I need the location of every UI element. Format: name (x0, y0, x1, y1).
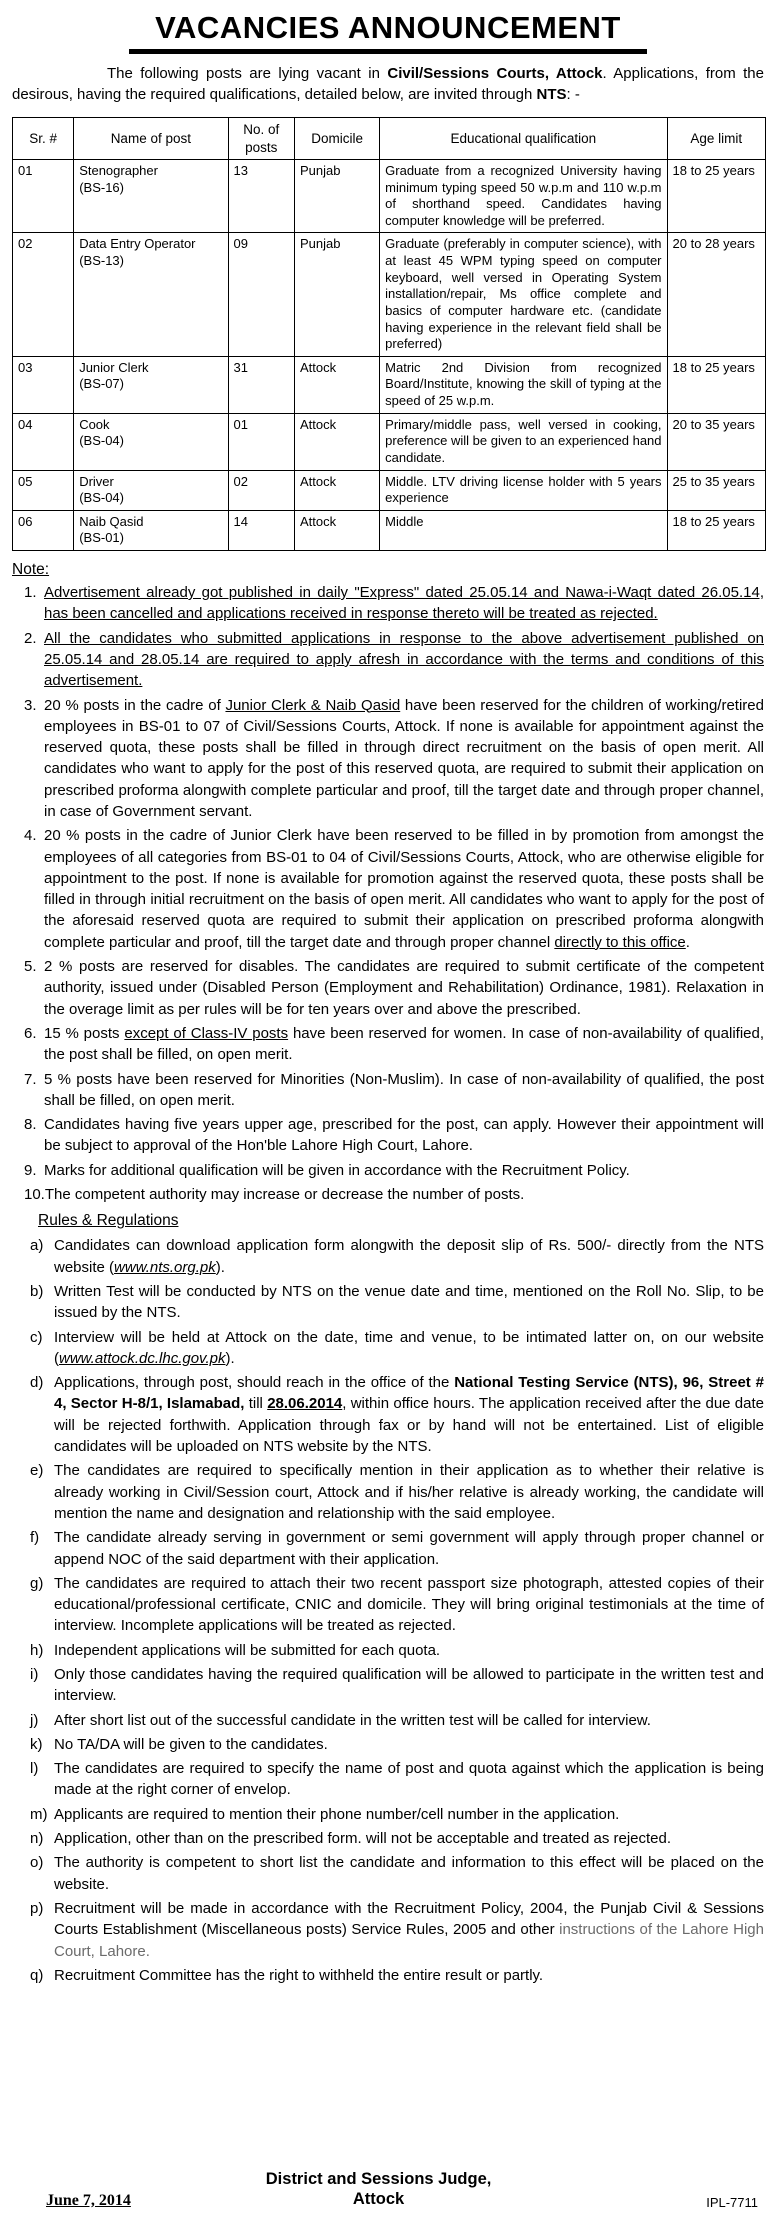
cell-qualification: Graduate (preferably in computer science), with at least 45 WPM typing speed on computer keyboard, well versed in Operating System installation/repair, Ms office complete and basics of computer hardware etc. (candidate having experience in the relevant field shall be preferred) (380, 233, 667, 356)
rule-text-pre: The candidates are required to specify the name of post and quota against which the application is being made at the right corner of envelop. (54, 1760, 764, 1799)
signature-title: District and Sessions Judge, (265, 2169, 492, 2188)
ad-ref-code: IPL-7711 (706, 2195, 758, 2210)
rule-item-q (10, 1965, 766, 1986)
rule-label: q) (30, 1966, 44, 1984)
note-text (44, 628, 766, 692)
note-item-3 (10, 695, 766, 823)
header-post: Name of post (74, 118, 228, 160)
note-text (44, 1114, 766, 1157)
cell-age: 18 to 25 years (667, 356, 765, 413)
note-text (44, 825, 766, 953)
table-row-junior-clerk (13, 356, 766, 413)
rule-label: m) (30, 1805, 48, 1823)
rule-text-pre: No TA/DA will be given to the candidates. (54, 1735, 328, 1753)
note-number: 4. (24, 827, 37, 845)
rule-label: i) (30, 1665, 39, 1683)
table-header-row (13, 118, 766, 160)
rule-label: l) (30, 1760, 39, 1778)
rule-item-m (10, 1804, 766, 1825)
rule-label: o) (30, 1854, 44, 1872)
post-name: Naib Qasid (79, 513, 144, 529)
cell-count: 13 (228, 159, 295, 233)
rule-label: g) (30, 1574, 44, 1592)
cell-post (74, 159, 228, 233)
rule-item-e (10, 1460, 766, 1524)
rule-label: a) (30, 1237, 44, 1255)
rule-text (54, 1573, 766, 1637)
intro-bold-nts: NTS (536, 85, 567, 103)
cell-domicile: Punjab (295, 159, 380, 233)
post-grade: (BS-01) (79, 530, 124, 546)
rule-text (54, 1460, 766, 1524)
rule-item-o (10, 1852, 766, 1895)
rule-text-post: ). (215, 1258, 225, 1276)
note-item-7 (10, 1069, 766, 1112)
table-row-stenographer (13, 159, 766, 233)
rule-label: j) (30, 1711, 39, 1729)
rule-item-g (10, 1573, 766, 1637)
rule-text (54, 1734, 766, 1755)
rule-text (54, 1965, 766, 1986)
rule-text-pre: The candidate already serving in government or semi government will apply through proper channel or append NOC of the said department with their application. (54, 1529, 764, 1568)
post-name: Driver (79, 473, 114, 489)
rule-text (54, 1710, 766, 1731)
note-text-post: . (685, 933, 690, 951)
rule-item-k (10, 1734, 766, 1755)
cell-qualification: Matric 2nd Division from recognized Board/Institute, knowing the skill of typing at the speed of 25 w.p.m. (380, 356, 667, 413)
rule-text-post: , within office hours. The application received after the due date will be rejected forthwith. Application through fax or by hand will not be entertained. List of eligible candidates will be uploaded on NTS website by the NTS. (54, 1395, 765, 1456)
header-qualification: Educational qualification (380, 118, 667, 160)
cell-domicile: Attock (295, 470, 380, 510)
rule-text (54, 1828, 766, 1849)
note-number: 6. (24, 1024, 37, 1042)
rule-text-pre: The candidates are required to specifically mention in their application as to whether their relative is already working in Civil/Session court, Attock and if his/her relative is already working, the candidate will mention the name and designation and relationship with the said employee. (54, 1462, 764, 1522)
post-name: Stenographer (79, 162, 158, 178)
deadline-date: 28.06.2014 (267, 1395, 343, 1413)
note-item-5 (10, 956, 766, 1020)
rule-text (54, 1372, 766, 1457)
cell-domicile: Attock (295, 413, 380, 470)
rule-text-pre: Written Test will be conducted by NTS on the venue date and time, mentioned on the Roll No. Slip, to be issued by the NTS. (54, 1282, 764, 1322)
intro-bold-court: Civil/Sessions Courts, Attock (387, 65, 603, 82)
post-name: Data Entry Operator (79, 236, 196, 252)
intro-paragraph (12, 64, 764, 105)
cell-qualification: Graduate from a recognized University having minimum typing speed 50 w.p.m and 110 w.p.m of shorthand speed. Candidates having computer knowledge will be preferred. (380, 159, 667, 233)
post-grade: (BS-04) (79, 433, 124, 449)
rule-text-mid: till (244, 1395, 268, 1413)
note-number: 3. (24, 696, 37, 714)
nts-website-url: www.nts.org.pk (114, 1258, 216, 1276)
header-sr: Sr. # (13, 118, 74, 160)
intro-text-1: The following posts are lying vacant in (107, 65, 388, 82)
note-item-9 (10, 1160, 766, 1181)
rule-item-c (10, 1327, 766, 1370)
announcement-title: VACANCIES ANNOUNCEMENT (129, 10, 647, 54)
rule-text (54, 1327, 766, 1370)
header-domicile: Domicile (295, 118, 380, 160)
note-number: 2. (24, 629, 37, 647)
rule-text-pre: The authority is competent to short list the candidate and information to this effect will be placed on the website. (54, 1854, 764, 1893)
post-name: Junior Clerk (79, 359, 149, 375)
footer (10, 2155, 766, 2212)
rule-label: p) (30, 1899, 44, 1917)
rule-text (54, 1758, 766, 1801)
cell-age: 20 to 35 years (667, 413, 765, 470)
note-text (44, 695, 766, 823)
intro-text-3: : - (566, 85, 580, 103)
note-item-6 (10, 1023, 766, 1066)
note-number: 1. (24, 584, 37, 602)
rule-text-pre: Applications, through post, should reach in the office of the (54, 1374, 455, 1392)
table-row-data-entry-operator (13, 233, 766, 356)
rule-text-post: ). (225, 1349, 235, 1367)
note-text (44, 1023, 766, 1066)
note-item-10 (10, 1184, 766, 1205)
rule-label: e) (30, 1462, 44, 1480)
rule-text-pre: Interview will be held at Attock on the date, time and venue, to be intimated latter on, on our website ( (54, 1328, 764, 1367)
intro-text-2: . Applications, from the desirous, having the required qualifications, detailed below, are invited through (12, 65, 764, 103)
rule-text (54, 1852, 766, 1895)
rule-item-d (10, 1372, 766, 1457)
rule-text-pre: After short list out of the successful candidate in the written test will be called for interview. (54, 1711, 651, 1729)
cell-age: 20 to 28 years (667, 233, 765, 356)
rule-item-f (10, 1527, 766, 1570)
rule-item-n (10, 1828, 766, 1849)
rule-label: h) (30, 1641, 44, 1659)
signature-block (91, 2169, 666, 2210)
cell-count: 01 (228, 413, 295, 470)
rule-text-pre: Applicants are required to mention their phone number/cell number in the application. (54, 1805, 620, 1823)
title-row (10, 10, 766, 54)
note-text (45, 1184, 766, 1205)
rule-text (54, 1235, 766, 1278)
rules-heading: Rules & Regulations (38, 1212, 179, 1230)
signature-location: Attock (352, 2190, 405, 2209)
cell-post (74, 233, 228, 356)
note-text (44, 1160, 766, 1181)
note-text-pre: 5 % posts have been reserved for Minorities (Non-Muslim). In case of non-availability of qualified, the post shall be filled, on open merit. (44, 1070, 764, 1109)
cell-qualification: Primary/middle pass, well versed in cooking, preference will be given to an experienced hand candidate. (380, 413, 667, 470)
attock-website-url: www.attock.dc.lhc.gov.pk (59, 1349, 226, 1367)
rule-label: c) (30, 1328, 43, 1346)
note-item-4 (10, 825, 766, 953)
rule-text (54, 1527, 766, 1570)
note-section (10, 559, 766, 1208)
cell-sr: 04 (13, 413, 74, 470)
cell-qualification: Middle. LTV driving license holder with 5 years experience (380, 470, 667, 510)
nts-address: National Testing Service (NTS), 96, Street # 4, Sector H-8/1, Islamabad, (54, 1374, 765, 1413)
cell-sr: 06 (13, 510, 74, 550)
note-text-underlined: Junior Clerk & Naib Qasid (225, 696, 401, 714)
rules-section (10, 1208, 766, 1989)
note-item-2 (10, 628, 766, 692)
note-text-pre: 2 % posts are reserved for disables. The candidates are required to submit certificate of the competent authority, issued under (Disabled Person (Employment and Rehabilitation) Ordinance, 1981). Relaxation in the overage limit as per rules will be for ten years over and above the prescribed. (44, 958, 764, 1018)
rule-text-faded: instructions of the Lahore High Court, Lahore. (54, 1921, 764, 1960)
rule-text (54, 1664, 766, 1707)
rule-text-pre: Only those candidates having the required qualification will be allowed to participate in the written test and interview. (54, 1665, 764, 1705)
note-number: 10. (24, 1186, 45, 1204)
table-row-cook (13, 413, 766, 470)
note-number: 8. (24, 1116, 37, 1134)
cell-age: 25 to 35 years (667, 470, 765, 510)
cell-sr: 02 (13, 233, 74, 356)
rule-text-pre: Recruitment will be made in accordance with the Recruitment Policy, 2004, the Punjab Civil & Sessions Courts Establishment (Miscellaneous posts) Service Rules, 2005 and other (54, 1899, 764, 1939)
note-text-post: have been reserved for women. In case of non-availability of qualified, the post shall be filled, on open merit. (44, 1024, 765, 1064)
post-grade: (BS-16) (79, 179, 124, 195)
rule-item-a (10, 1235, 766, 1278)
note-text-pre: 20 % posts in the cadre of (44, 696, 226, 714)
note-heading: Note: (12, 561, 50, 579)
vacancy-table (12, 117, 766, 551)
post-grade: (BS-04) (79, 490, 124, 506)
note-text-pre: 15 % posts (44, 1024, 125, 1042)
note-text-underlined: except of Class-IV posts (124, 1024, 289, 1042)
rule-text-pre: Recruitment Committee has the right to withheld the entire result or partly. (54, 1966, 544, 1984)
rule-label: k) (30, 1735, 43, 1753)
rule-text-pre: Application, other than on the prescribed form. will not be acceptable and treated as rejected. (54, 1830, 672, 1848)
footer-date: June 7, 2014 (46, 2192, 131, 2209)
cell-count: 31 (228, 356, 295, 413)
cell-domicile: Attock (295, 356, 380, 413)
note-text-pre: Marks for additional qualification will be given in accordance with the Recruitment Policy. (44, 1161, 630, 1179)
note-text-pre: Candidates having five years upper age, prescribed for the post, can apply. However their appointment will be subject to approval of the Hon'ble Lahore High Court, Lahore. (44, 1116, 764, 1155)
note-text-pre: The competent authority may increase or decrease the number of posts. (44, 1186, 525, 1204)
rule-text (54, 1640, 766, 1661)
rule-text-pre: The candidates are required to attach their two recent passport size photograph, attested copies of their educational/professional certificate, CNIC and domicile. They will bring original testimonials at the time of interview. Incomplete applications will be treated as rejected. (54, 1574, 764, 1635)
note-item-8 (10, 1114, 766, 1157)
cell-count: 02 (228, 470, 295, 510)
table-row-driver (13, 470, 766, 510)
cell-post (74, 470, 228, 510)
rule-label: f) (30, 1529, 40, 1547)
cell-sr: 05 (13, 470, 74, 510)
cell-qualification: Middle (380, 510, 667, 550)
cell-post (74, 413, 228, 470)
note-number: 9. (24, 1161, 37, 1179)
post-name: Cook (79, 416, 110, 432)
note-text-underlined: Advertisement already got published in daily "Express" dated 25.05.14 and Nawa-i-Waqt dated 26.05.14, has been cancelled and applications received in response thereto will be treated as rejected. (44, 584, 764, 623)
cell-post (74, 356, 228, 413)
rule-text-pre: Independent applications will be submitted for each quota. (54, 1641, 441, 1659)
cell-sr: 01 (13, 159, 74, 233)
rule-label: d) (30, 1374, 44, 1392)
rule-item-h (10, 1640, 766, 1661)
table-row-naib-qasid (13, 510, 766, 550)
header-count: No. of posts (228, 118, 295, 160)
post-grade: (BS-13) (79, 253, 124, 269)
rule-item-j (10, 1710, 766, 1731)
cell-post (74, 510, 228, 550)
rule-text (54, 1898, 766, 1962)
rule-label: n) (30, 1830, 44, 1848)
note-text (44, 582, 766, 625)
rule-text (54, 1804, 766, 1825)
header-age: Age limit (667, 118, 765, 160)
rule-label: b) (30, 1282, 44, 1300)
rule-text (54, 1281, 766, 1324)
post-grade: (BS-07) (79, 376, 124, 392)
rule-item-b (10, 1281, 766, 1324)
note-text (44, 956, 766, 1020)
note-item-1 (10, 582, 766, 625)
note-text-underlined: directly to this office (554, 933, 686, 951)
rule-item-l (10, 1758, 766, 1801)
note-text (44, 1069, 766, 1112)
note-text-underlined: All the candidates who submitted applications in response to the above advertisement published on 25.05.14 and 28.05.14 are required to apply afresh in accordance with the terms and conditions of this advertisement. (44, 629, 764, 690)
cell-domicile: Attock (295, 510, 380, 550)
cell-age: 18 to 25 years (667, 159, 765, 233)
rule-text-pre: Candidates can download application form alongwith the deposit slip of Rs. 500/- directly from the NTS website ( (54, 1237, 764, 1276)
note-number: 7. (24, 1070, 37, 1088)
note-text-pre: 20 % posts in the cadre of Junior Clerk have been reserved to be filled in by promotion from amongst the employees of all categories from BS-01 to 04 of Civil/Sessions Courts, Attock, who are otherwise eligible for appointment to the post. If none is available for promotion against the reserved quota, these posts shall be filled in through initial recruitment on the basis of open merit. All candidates who want to apply for the post of the aforesaid reserved quota are required to submit their application on prescribed proforma alongwith complete particular and proof, till the target date and through proper channel (44, 827, 764, 951)
rule-item-p (10, 1898, 766, 1962)
note-number: 5. (24, 958, 37, 976)
rule-item-i (10, 1664, 766, 1707)
cell-sr: 03 (13, 356, 74, 413)
cell-count: 14 (228, 510, 295, 550)
cell-age: 18 to 25 years (667, 510, 765, 550)
cell-count: 09 (228, 233, 295, 356)
cell-domicile: Punjab (295, 233, 380, 356)
note-text-post: have been reserved for the children of working/retired employees in BS-01 to 07 of Civil/Sessions Courts, Attock. If none is available for appointment against the reserved quota, these posts shall be filled in through direct recruitment on the basis of open merit. All candidates who want to apply for the post of this reserved quota, are required to submit their application on prescribed proforma alongwith complete particular and proof, till the target date and through proper channel, in case of Government servant. (44, 696, 764, 820)
